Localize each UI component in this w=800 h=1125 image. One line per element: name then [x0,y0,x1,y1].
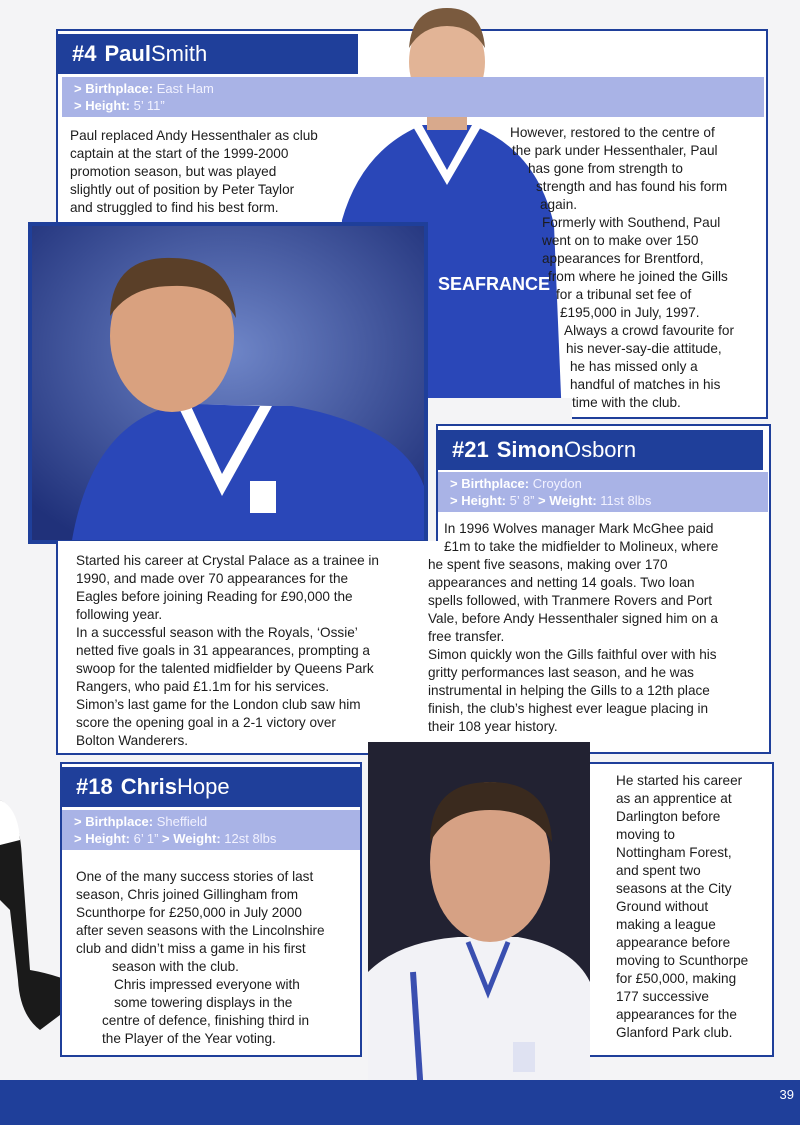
bio-line: Glanford Park club. [616,1025,733,1040]
birthplace-value: Croydon [532,476,582,491]
paul-smith-bio-left [70,127,370,217]
bio-line: Ground without [616,899,709,914]
bio-line: club and didn’t miss a game in his first [76,941,306,956]
bio-line: promotion season, but was played [70,164,277,179]
bio-line: he spent five seasons, making over 170 [428,557,668,572]
bio-line: from where he joined the Gills [548,269,728,284]
player-first-name: Simon [496,437,564,462]
bio-line: In 1996 Wolves manager Mark McGhee paid [444,521,714,536]
weight-value: 12st 8lbs [224,831,277,846]
bio-line: handful of matches in his [570,377,721,392]
chris-hope-photo [368,742,590,1125]
chris-hope-title [62,767,360,807]
birthplace-value: East Ham [156,81,214,96]
bio-line: and struggled to find his best form. [70,200,279,215]
birthplace-label: > Birthplace: [450,476,530,491]
chris-hope-bio-right [616,772,776,1042]
bio-line: Darlington before [616,809,721,824]
bio-line: He started his career [616,773,743,788]
bio-line: Chris impressed everyone with [114,977,300,992]
weight-label: > Weight: [162,831,221,846]
weight-label: > Weight: [538,493,597,508]
bio-line: Bolton Wanderers. [76,733,189,748]
bio-line: 1990, and made over 70 appearances for the [76,571,349,586]
bio-line: he has missed only a [570,359,698,374]
bio-line: In a successful season with the Royals, ‘Ossie’ [76,625,358,640]
bio-line: again. [540,197,578,212]
player-last-name: Osborn [563,437,637,462]
chris-hope-photo-figure [368,742,590,1125]
bio-line: seasons at the City [616,881,732,896]
height-value: 5’ 8” [509,493,535,508]
bio-line: captain at the start of the 1999-2000 [70,146,289,161]
bio-line: has gone from strength to [528,161,683,176]
bio-line: appearances for the [616,1007,737,1022]
bio-line: appearances for Brentford, [542,251,704,266]
bio-line: centre of defence, finishing third in [102,1013,310,1028]
birthplace-label: > Birthplace: [74,81,154,96]
paul-smith-info [62,77,764,117]
simon-osborn-info [438,472,768,512]
bio-line: some towering displays in the [114,995,293,1010]
simon-osborn-photo-figure [32,226,424,540]
bio-line: £195,000 in July, 1997. [560,305,700,320]
bio-line: Paul replaced Andy Hessenthaler as club [70,128,318,143]
player-number: #4 [72,41,97,66]
bio-line: One of the many success stories of last [76,869,314,884]
height-label: > Height: [74,831,130,846]
bio-line: season, Chris joined Gillingham from [76,887,299,902]
bio-line: appearances and netting 14 goals. Two loan [428,575,695,590]
bio-line: Rangers, who paid £1.1m for his services. [76,679,330,694]
bio-line: appearance before [616,935,731,950]
paul-smith-bio-right [510,124,765,412]
bio-line: went on to make over 150 [542,233,699,248]
bio-line: his never-say-die attitude, [566,341,722,356]
bio-line: moving to [616,827,675,842]
player-last-name: Smith [150,41,208,66]
bio-line: and spent two [616,863,701,878]
bio-line: following year. [76,607,163,622]
birthplace-label: > Birthplace: [74,814,154,829]
bio-line: for £50,000, making [616,971,737,986]
chris-hope-bio-left [76,868,361,1048]
bio-line: instrumental in helping the Gills to a 12th place [428,683,710,698]
simon-osborn-bio-left [76,552,431,750]
height-label: > Height: [450,493,506,508]
bio-line: making a league [616,917,716,932]
bio-line: Formerly with Southend, Paul [542,215,721,230]
weight-value: 11st 8lbs [600,493,652,508]
bio-line: Simon’s last game for the London club saw him [76,697,361,712]
bio-line: spells followed, with Tranmere Rovers and Port [428,593,713,608]
bio-line: finish, the club’s highest ever league placing in [428,701,709,716]
bio-line: Simon quickly won the Gills faithful over with his [428,647,717,662]
bio-line: score the opening goal in a 2-1 victory over [76,715,336,730]
bio-line: £1m to take the midfielder to Molineux, where [444,539,719,554]
bio-line: 177 successive [616,989,709,1004]
bio-line: slightly out of position by Peter Taylor [70,182,295,197]
bio-line: swoop for the talented midfielder by Queens Park [76,661,374,676]
height-value: 5’ 11” [133,98,165,113]
bio-line: season with the club. [112,959,239,974]
bio-line: the park under Hessenthaler, Paul [512,143,718,158]
bio-line: after seven seasons with the Lincolnshire [76,923,325,938]
bio-line: Started his career at Crystal Palace as a trainee in [76,553,379,568]
page-number: 39 [779,1087,794,1102]
height-value: 6’ 1” [133,831,159,846]
paul-smith-title [58,34,358,74]
bio-line: gritty performances last season, and he was [428,665,694,680]
page-footer-bar [0,1080,800,1125]
height-label: > Height: [74,98,130,113]
bio-line: Nottingham Forest, [616,845,732,860]
shirt-sponsor-text: SEAFRANCE [437,274,551,294]
bio-line: However, restored to the centre of [510,125,715,140]
birthplace-value: Sheffield [156,814,208,829]
bio-line: for a tribunal set fee of [556,287,692,302]
player-number: #18 [76,774,113,799]
chris-hope-info [62,810,360,850]
player-number: #21 [452,437,489,462]
player-last-name: Hope [176,774,230,799]
player-first-name: Paul [104,41,151,66]
bio-line: Always a crowd favourite for [564,323,734,338]
simon-osborn-photo [28,222,428,544]
bio-line: Scunthorpe for £250,000 in July 2000 [76,905,302,920]
simon-osborn-bio-right [428,520,768,736]
bio-line: Vale, before Andy Hessenthaler signed him on a [428,611,718,626]
bio-line: netted five goals in 31 appearances, prompting a [76,643,370,658]
player-first-name: Chris [120,774,177,799]
bio-line: moving to Scunthorpe [616,953,749,968]
simon-osborn-title [438,430,763,470]
bio-line: Eagles before joining Reading for £90,000 the [76,589,353,604]
bio-line: their 108 year history. [428,719,558,734]
bio-line: the Player of the Year voting. [102,1031,276,1046]
bio-line: free transfer. [428,629,505,644]
bio-line: strength and has found his form [536,179,728,194]
bio-line: time with the club. [572,395,681,410]
bio-line: as an apprentice at [616,791,732,806]
